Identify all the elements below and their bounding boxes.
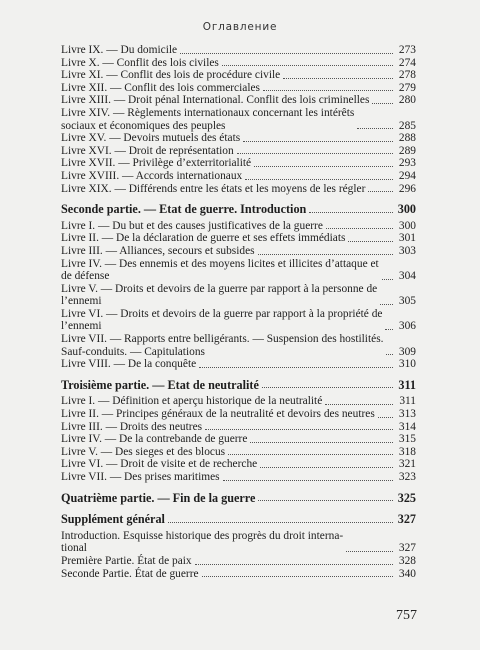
dot-leader <box>382 279 393 280</box>
toc-entry <box>61 69 416 82</box>
toc-entry <box>61 555 416 568</box>
toc-entry <box>61 107 416 132</box>
dot-leader <box>348 241 393 242</box>
toc-entry <box>61 170 416 183</box>
toc-entry-title <box>61 471 220 484</box>
toc-page-number: 309 <box>398 345 416 358</box>
toc-page-number: 294 <box>398 169 416 182</box>
dot-leader <box>380 304 393 305</box>
toc-entry-title <box>61 44 177 57</box>
toc-entry-line: Livre VII. — Des prises maritimes <box>61 471 220 483</box>
toc-entry <box>61 433 416 446</box>
toc-page-number: 311 <box>398 377 416 392</box>
toc-entry <box>61 57 416 70</box>
dot-leader <box>258 500 393 501</box>
toc-entry-line: Livre X. — Conflit des lois civiles <box>61 56 219 69</box>
toc-entry-line: Livre I. — Du but et des causes justificatives de la guerre <box>61 219 323 232</box>
toc-entry <box>61 258 416 283</box>
toc-entry-title <box>61 421 202 434</box>
toc-entry-title <box>61 170 242 183</box>
dot-leader <box>237 153 393 154</box>
page-number: 757 <box>396 608 417 623</box>
toc-page-number: 300 <box>398 219 416 232</box>
toc-entry <box>61 145 416 158</box>
toc-entry-line: Livre XVI. — Droit de représentation <box>61 144 234 157</box>
dot-leader <box>346 551 393 552</box>
dot-leader <box>325 404 393 405</box>
toc-page-number: 323 <box>398 471 416 483</box>
toc-entry <box>61 220 416 233</box>
toc-entry-title <box>61 232 345 245</box>
toc-page-number: 313 <box>398 408 416 421</box>
toc-entry-title <box>61 82 260 95</box>
toc-page-number: 274 <box>398 56 416 69</box>
toc-page-number: 289 <box>398 144 416 157</box>
toc-entry-line: Livre VII. — Rapports entre belligérants. — Suspension des hostilités. <box>61 333 384 346</box>
toc-entry-title <box>61 183 365 196</box>
dot-leader <box>326 228 393 229</box>
toc-entry-line: de défense <box>61 270 110 283</box>
toc-entry-title <box>61 530 343 555</box>
toc-entry-line: Livre XIV. — Règlements internationaux concernant les intérêts <box>61 106 355 119</box>
toc-entry-line: Livre XIII. — Droit pénal International. Conflit des lois criminelles <box>61 94 370 107</box>
dot-leader <box>202 576 393 577</box>
toc-entry-line: Livre III. — Droits des neutres <box>61 420 203 433</box>
dot-leader <box>180 53 393 54</box>
toc-page-number: 273 <box>398 44 416 56</box>
dot-leader <box>357 128 393 129</box>
toc-entry <box>61 132 416 145</box>
toc-entry-title <box>61 358 196 371</box>
toc-entry-title <box>61 94 369 107</box>
toc-entry-line: Quatrième partie. — Fin de la guerre <box>61 490 256 505</box>
toc-entry-line: sociaux et économiques des peuples <box>61 119 226 132</box>
dot-leader <box>385 329 393 330</box>
toc-entry-line: Livre IV. — Des ennemis et des moyens licites et illicites d’attaque et <box>61 257 379 270</box>
toc-page-number: 301 <box>398 232 416 245</box>
toc-entry <box>61 44 416 57</box>
toc-entry-title <box>61 145 234 158</box>
toc-entry <box>61 245 416 258</box>
dot-leader <box>309 212 393 213</box>
toc-entry <box>61 82 416 95</box>
toc-entry <box>61 94 416 107</box>
dot-leader <box>260 467 393 468</box>
toc-page-number: 318 <box>398 445 416 458</box>
toc-page-number: 278 <box>398 69 416 82</box>
toc-page-number: 314 <box>398 420 416 433</box>
toc-page-number: 304 <box>398 270 416 283</box>
dot-leader <box>199 367 393 368</box>
toc-page-number: 285 <box>398 119 416 132</box>
toc-page-number: 311 <box>399 395 416 408</box>
toc-page-number: 288 <box>398 132 416 145</box>
toc-entry-line: Livre II. — De la déclaration de guerre et ses effets immédiats <box>61 232 346 245</box>
toc-entry-title <box>61 408 375 421</box>
dot-leader <box>283 78 393 79</box>
toc-entry-line: Seconde partie. — Etat de guerre. Introduction <box>61 202 307 217</box>
dot-leader <box>378 417 393 418</box>
toc-entry-line: Livre XIX. — Différends entre les états et les moyens de les régler <box>61 182 366 195</box>
toc-entry-title <box>61 245 255 258</box>
toc-entry-title <box>61 308 382 333</box>
toc-entry-title <box>61 395 322 408</box>
toc-entry-line: tional <box>61 542 87 555</box>
toc-entry <box>61 395 416 408</box>
toc-page-number: 293 <box>398 157 416 170</box>
toc-entry-line: Livre I. — Définition et aperçu historique de la neutralité <box>61 395 323 408</box>
toc-part-heading <box>61 513 416 526</box>
toc-entry <box>61 232 416 245</box>
toc-entry <box>61 446 416 459</box>
toc-entry-title <box>61 492 255 505</box>
toc-entry-title <box>61 203 306 216</box>
dot-leader <box>372 103 393 104</box>
toc-page-number: 327 <box>397 512 416 527</box>
dot-leader <box>223 480 393 481</box>
toc-entry-title <box>61 333 383 358</box>
toc-page-number: 321 <box>398 458 416 471</box>
toc-entry-line: Livre V. — Des sieges et des blocus <box>61 445 226 458</box>
toc-part-heading <box>61 492 416 505</box>
toc-entry-line: l’ennemi <box>61 320 102 333</box>
dot-leader <box>258 254 393 255</box>
toc-entry-line: Livre VI. — Droits et devoirs de la guerre par rapport à la propriété de <box>61 307 383 320</box>
toc-entry-title <box>61 69 280 82</box>
toc-entry <box>61 183 416 196</box>
toc-entry <box>61 283 416 308</box>
toc-entry-title <box>61 568 199 581</box>
toc-page-number: 325 <box>397 490 416 505</box>
dot-leader <box>195 564 393 565</box>
toc-entry-line: Livre V. — Droits et devoirs de la guerre par rapport à la personne de <box>61 282 378 295</box>
dot-leader <box>168 522 393 523</box>
toc-part-heading <box>61 379 416 392</box>
toc-page-number: 327 <box>398 542 416 555</box>
toc-page-number: 306 <box>398 320 416 333</box>
toc-entry-line: Introduction. Esquisse historique des progrès du droit interna- <box>61 529 344 542</box>
toc-entry-line: Livre XII. — Conflit des lois commerciales <box>61 81 260 94</box>
toc-entry-line: Livre XVIII. — Accords internationaux <box>61 169 243 182</box>
toc-entry-line: Livre VI. — Droit de visite et de recherche <box>61 458 258 471</box>
dot-leader <box>262 387 393 388</box>
toc-entry <box>61 530 416 555</box>
toc-entry-line: Livre XVII. — Privilège d’exterritorialité <box>61 157 252 170</box>
toc-entry-line: Sauf-conduits. — Capitulations <box>61 345 205 358</box>
dot-leader <box>205 429 393 430</box>
dot-leader <box>368 191 393 192</box>
toc-entry-title <box>61 157 251 170</box>
toc-page-number: 279 <box>398 81 416 94</box>
toc-entry-title <box>61 57 219 70</box>
toc-page-number: 310 <box>398 358 416 371</box>
dot-leader <box>243 141 393 142</box>
dot-leader <box>254 166 393 167</box>
toc-entry-line: Livre VIII. — De la conquête <box>61 358 197 371</box>
toc-entry-line: Livre XV. — Devoirs mutuels des états <box>61 132 241 145</box>
dot-leader <box>263 90 393 91</box>
dot-leader <box>228 454 393 455</box>
toc-entry <box>61 568 416 581</box>
toc-entry-line: Seconde Partie. État de guerre <box>61 567 199 580</box>
toc-entry-title <box>61 446 225 459</box>
dot-leader <box>250 442 393 443</box>
dot-leader <box>386 354 393 355</box>
toc-entry-line: Supplément général <box>61 512 165 527</box>
toc-entry-line: Livre II. — Principes généraux de la neutralité et devoirs des neutres <box>61 408 375 421</box>
toc-entry-line: Première Partie. État de paix <box>61 554 192 567</box>
toc-entry <box>61 471 416 484</box>
toc-entry-title <box>61 433 247 446</box>
dot-leader <box>245 179 393 180</box>
toc-page-number: 300 <box>397 202 416 217</box>
toc-page-number: 303 <box>398 244 416 257</box>
toc-page-number: 315 <box>398 433 416 446</box>
running-head: Оглавление <box>202 21 278 33</box>
toc-page-number: 280 <box>398 94 416 107</box>
toc-entry-title <box>61 283 377 308</box>
toc-entry-line: Troisième partie. — Etat de neutralité <box>61 377 259 392</box>
toc-entry-title <box>61 513 165 526</box>
toc-entry-title <box>61 132 240 145</box>
toc-entry <box>61 408 416 421</box>
toc-entry <box>61 157 416 170</box>
table-of-contents <box>61 40 416 580</box>
toc-entry-title <box>61 258 379 283</box>
toc-entry-line: l’ennemi <box>61 295 102 308</box>
toc-page-number: 340 <box>398 567 416 580</box>
toc-part-heading <box>61 203 416 216</box>
toc-entry-line: Livre III. — Alliances, secours et subsides <box>61 244 255 257</box>
toc-entry-title <box>61 379 259 392</box>
toc-entry <box>61 458 416 471</box>
toc-entry-line: Livre IX. — Du domicile <box>61 44 178 56</box>
toc-entry-title <box>61 107 354 132</box>
toc-entry <box>61 308 416 333</box>
toc-entry <box>61 333 416 358</box>
dot-leader <box>222 65 393 66</box>
toc-page-number: 328 <box>398 554 416 567</box>
toc-entry-line: Livre XI. — Conflit des lois de procédure civile <box>61 69 281 82</box>
toc-entry-title <box>61 555 192 568</box>
toc-page-number: 296 <box>398 182 416 195</box>
toc-entry-title <box>61 458 257 471</box>
toc-entry-line: Livre IV. — De la contrebande de guerre <box>61 433 248 446</box>
toc-page-number: 305 <box>398 295 416 308</box>
toc-entry-title <box>61 220 323 233</box>
toc-entry <box>61 421 416 434</box>
toc-entry <box>61 358 416 371</box>
